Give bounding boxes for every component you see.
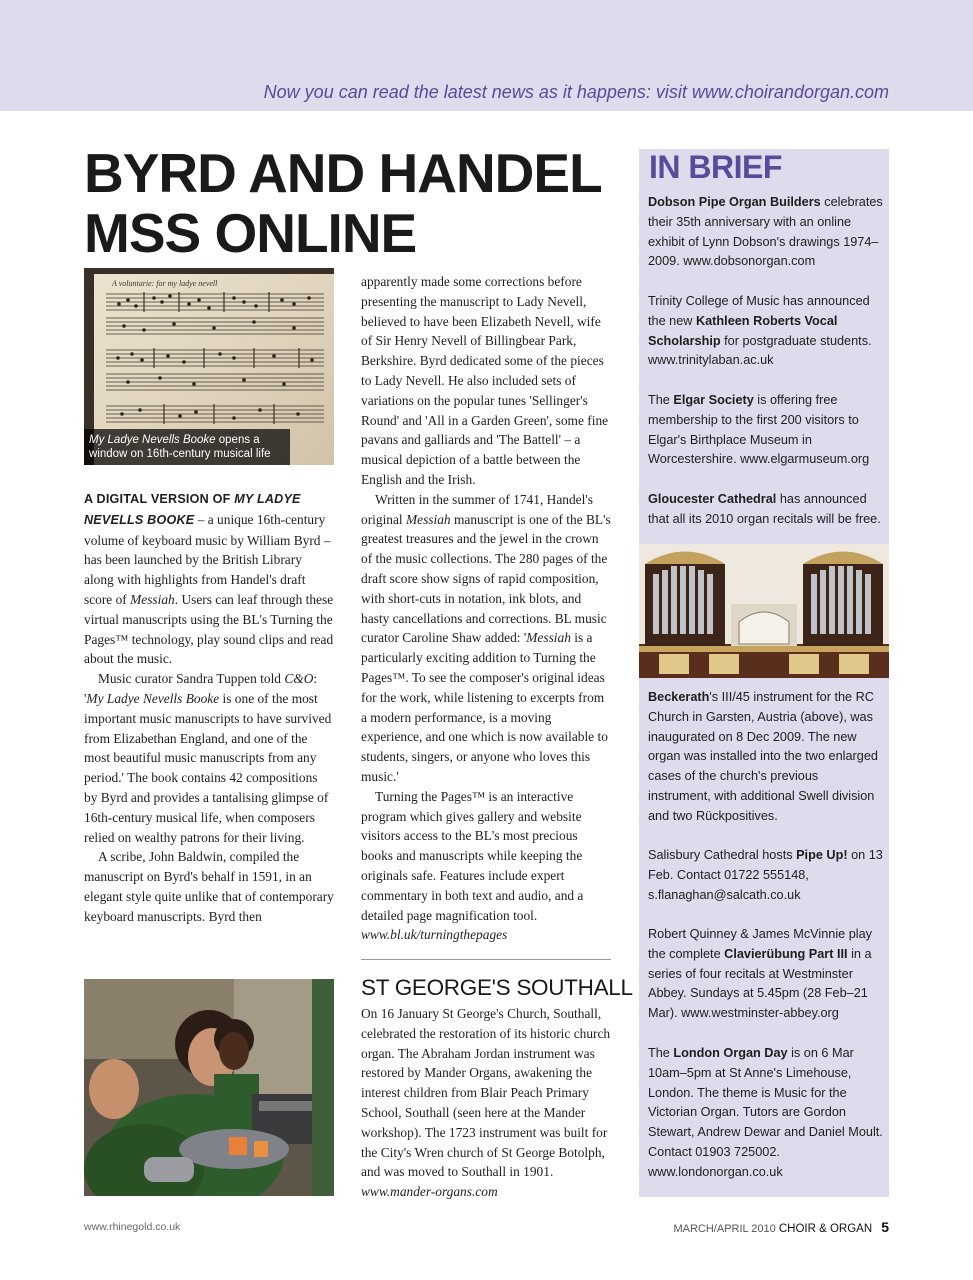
footer-website[interactable]: www.rhinegold.co.uk [84, 1221, 181, 1233]
mander-organs-link[interactable]: www.mander-organs.com [361, 1184, 498, 1200]
manuscript-photo [84, 268, 334, 465]
article-paragraph-1: A DIGITAL VERSION OF MY LADYE NEVELLS BOOKE – a unique 16th-century volume of keyboard music by William Byrd – has been launched by the British Library along with highlights from Handel's draft score of Messiah. Users can leaf through these virtual manuscripts using the BL's Turning the Pages™ technology, play sound clips and read about the music. [84, 492, 334, 667]
brief-item-beckerath: Beckerath's III/45 instrument for the RC Church in Garsten, Austria (above), was inaugurated on 8 Dec 2009. The new organ was installed into the two enlarged cases of the church's previous instrument, with additional Swell division and two Rückpositives. [648, 690, 878, 823]
top-banner [0, 0, 973, 111]
headline-line-1: BYRD AND HANDEL [84, 142, 602, 204]
turning-pages-link[interactable]: www.bl.uk/turningthepages [361, 927, 508, 943]
article-paragraph-4: apparently made some corrections before presenting the manuscript to Lady Nevell, believed to have been Elizabeth Nevell, wife of Sir Henry Nevell of Billingbear Park, Berkshire. Byrd dedicated some of the pieces to Lady Nevell. He also included sets of variations on the popular tunes 'Sellinger's Round' and 'All in a Garden Green', some fine pavans and galliards and 'The Battell' – a musical depiction of a battle between the English and the Irish. [361, 274, 609, 487]
manuscript-caption: My Ladye Nevells Booke opens a window on 16th-century musical life [84, 429, 290, 465]
children-photo [84, 979, 334, 1196]
brief-item-trinity: Trinity College of Music has announced the new Kathleen Roberts Vocal Scholarship for postgraduate students. www.trinitylaban.ac.uk [648, 294, 872, 368]
footer-date: MARCH/APRIL 2010 [673, 1223, 776, 1235]
section-divider [361, 959, 611, 960]
garsten-organ-image [639, 544, 889, 678]
article-paragraph-6: Turning the Pages™ is an interactive program which gives gallery and website visitors access to the BL's most precious books and manuscripts while keeping the originals safe. Features include expert commentary in both text and audio, and a detailed page magnification tool. [361, 788, 584, 923]
in-brief-title: IN BRIEF [649, 149, 782, 185]
children-workshop-image [84, 979, 334, 1196]
article-column-1 [84, 489, 334, 927]
organ-photo [639, 544, 889, 678]
svg-text:A voluntarie: for my ladye nev: A voluntarie: for my ladye nevell [112, 279, 218, 288]
story-headline-southall: ST GEORGE'S SOUTHALL [361, 975, 633, 1000]
brief-item-dobson: Dobson Pipe Organ Builders celebrates their 35th anniversary with an online exhibit of Lynn Dobson's drawings 1974–2009. www.dobsonorgan.com [648, 195, 883, 269]
website-promo[interactable]: Now you can read the latest news as it happens: visit www.choirandorgan.com [263, 82, 889, 102]
article-paragraph-3: A scribe, John Baldwin, compiled the manuscript on Byrd's behalf in 1591, in an elegant style quite unlike that of contemporary keyboard manuscripts. Byrd then [84, 849, 334, 924]
brief-item-westminster: Robert Quinney & James McVinnie play the complete Clavierübung Part III in a series of four recitals at Westminster Abbey. Sundays at 5.45pm (28 Feb–21 Mar). www.westminster-abbey.org [648, 927, 873, 1021]
in-brief-sidebar [639, 149, 889, 1197]
article-column-2 [361, 272, 611, 945]
brief-item-london-organ-day: The London Organ Day is on 6 Mar 10am–5pm at St Anne's Limehouse, London. The theme is Music for the Victorian Organ. Tutors are Gordon Stewart, Andrew Dewar and Daniel Moult. Contact 01903 725002. www.londonorgan.co.uk [648, 1046, 883, 1179]
article-paragraph-5: Written in the summer of 1741, Handel's original Messiah manuscript is one of the BL's greatest treasures and the jewel in the crown of the music collections. The 280 pages of the draft score show signs of rapid composition, with short-cuts in notation, ink blots, and hasty cancellations and corrections. BL music curator Caroline Shaw added: 'Messiah is a particularly exciting addition to Turning the Pages™. To see the composer's original ideas for the work, while listening to excerpts from a modern performance, is a moving experience, and one which is now available to students, singers, or anyone who loves this music.' [361, 491, 611, 784]
story-southall-body [361, 1004, 613, 1202]
footer-issue [673, 1219, 889, 1235]
article-paragraph-2: Music curator Sandra Tuppen told C&O: 'My Ladye Nevells Booke is one of the most important music manuscripts to have survived from Elizabethan England, and one of the most beautiful music manuscripts from any period.' The book contains 42 compositions by Byrd and provides a tantalising glimpse of 16th-century musical life, when composers relied on wealthy patrons for their living. [84, 671, 332, 845]
brief-item-salisbury: Salisbury Cathedral hosts Pipe Up! on 13 Feb. Contact 01722 555148, s.flanaghan@salcath.co.uk [648, 848, 883, 902]
page-number: 5 [881, 1219, 889, 1235]
southall-paragraph: On 16 January St George's Church, Southall, celebrated the restoration of its historic church organ. The Abraham Jordan instrument was restored by Mander Organs, awakening the interest children from Blair Peach Primary School, Southall (seen here at the Mander workshop). The 1723 instrument was built for the City's Wren church of St George Botolph, and was moved to Southall in 1901. www.mander-organs.com [361, 1006, 611, 1200]
headline-line-2: MSS ONLINE [84, 202, 417, 264]
brief-item-elgar: The Elgar Society is offering free membership to the first 200 visitors to Elgar's Birthplace Museum in Worcestershire. www.elgarmuseum.org [648, 393, 870, 467]
article-headline [84, 143, 624, 263]
footer-magazine: CHOIR & ORGAN [778, 1223, 873, 1235]
brief-item-gloucester: Gloucester Cathedral has announced that all its 2010 organ recitals will be free. [648, 492, 881, 526]
